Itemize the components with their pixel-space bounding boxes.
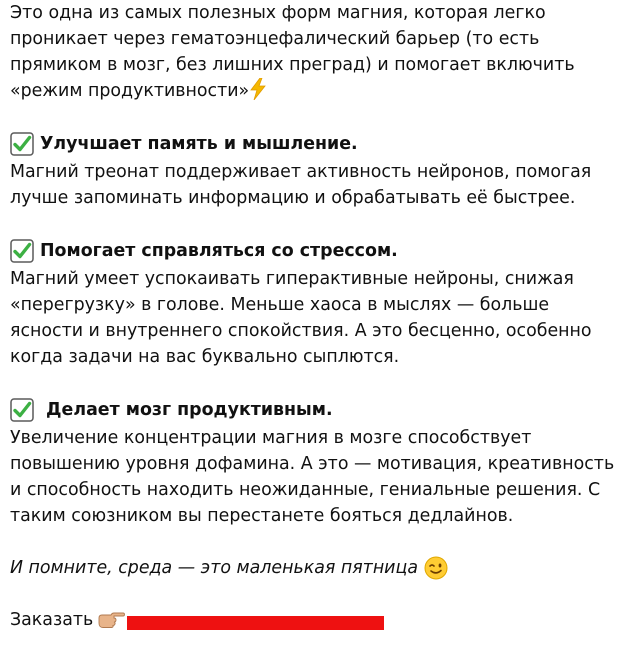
order-line	[10, 607, 615, 633]
benefit-body: Магний треонат поддерживает активность нейронов, помогая лучше запоминать информацию и обрабатывать её быстрее.	[10, 162, 592, 208]
check-mark-button-icon	[10, 132, 34, 156]
benefit-title	[10, 396, 615, 424]
benefit-body: Увеличение концентрации магния в мозге способствует повышению уровня дофамина. А это — мотивация, креативность и способность находить неожиданные, гениальные решения. С таким союзником вы перестанете бояться дедлайнов.	[10, 428, 615, 526]
benefit-title-text: Улучшает память и мышление.	[40, 134, 358, 154]
benefit-title	[10, 130, 615, 158]
benefit-block-stress	[10, 237, 615, 370]
backhand-index-pointing-right-icon	[97, 610, 125, 630]
intro-paragraph	[10, 0, 615, 104]
message-post	[10, 0, 615, 633]
order-link-redacted[interactable]	[127, 616, 384, 630]
high-voltage-icon	[249, 78, 267, 100]
check-mark-button-icon	[10, 398, 34, 422]
benefit-body: Магний умеет успокаивать гиперактивные нейроны, снижая «перегрузку» в голове. Меньше хаоса в мыслях — больше ясности и внутреннего спокойствия. А это бесценно, особенно когда задачи на вас буквально сыплются.	[10, 269, 592, 367]
check-mark-button-icon	[10, 239, 34, 263]
benefit-title-text: Делает мозг продуктивным.	[40, 400, 333, 420]
intro-text: Это одна из самых полезных форм магния, которая легко проникает через гематоэнцефалический барьер (то есть прямиком в мозг, без лишних преград) и помогает включить «режим продуктивности»	[10, 3, 575, 101]
winking-face-icon	[424, 556, 448, 580]
order-label: Заказать	[10, 610, 94, 630]
closing-text: И помните, среда — это маленькая пятница	[10, 558, 418, 578]
closing-line	[10, 555, 615, 581]
benefit-block-productivity	[10, 396, 615, 529]
benefit-block-memory	[10, 130, 615, 211]
benefit-title-text: Помогает справляться со стрессом.	[40, 241, 398, 261]
benefit-title	[10, 237, 615, 265]
